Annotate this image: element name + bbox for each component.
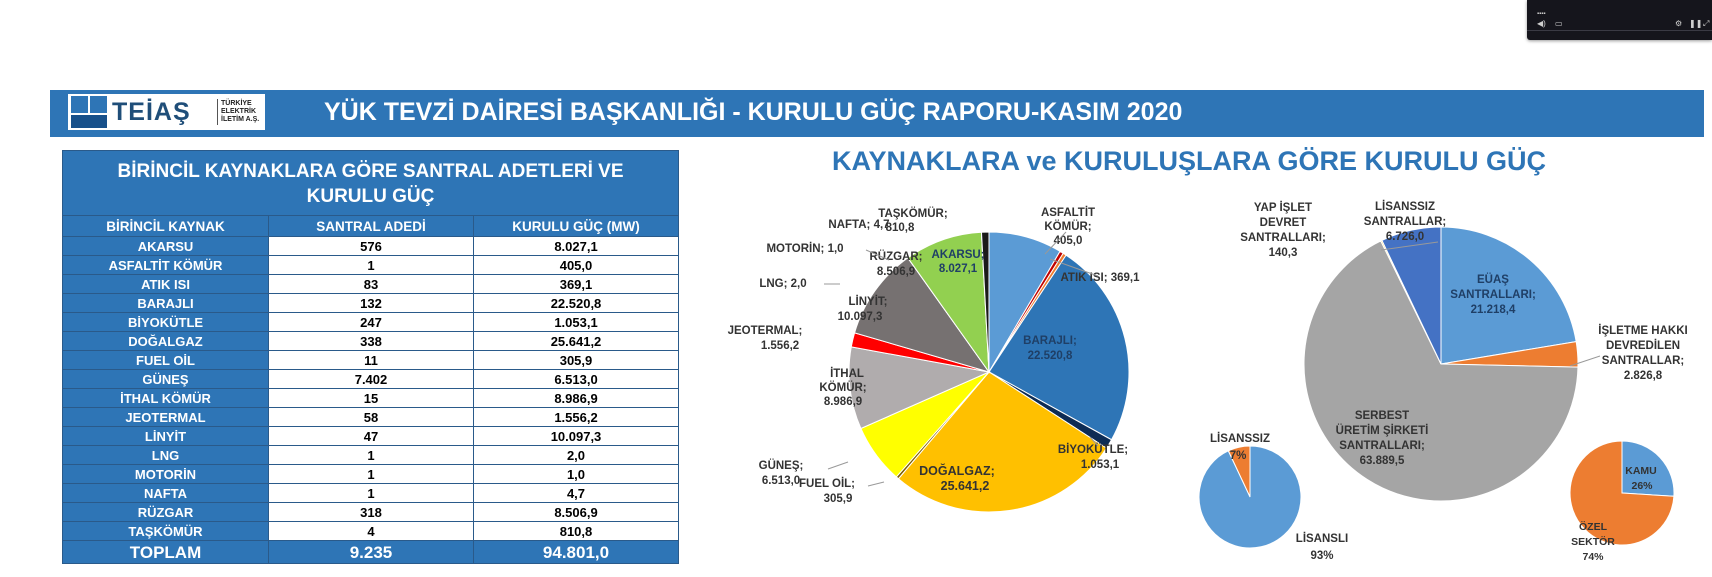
count-cell: 1 [269, 465, 474, 484]
count-cell: 83 [269, 275, 474, 294]
source-cell: LİNYİT [63, 427, 269, 446]
column-header: KURULU GÜÇ (MW) [474, 216, 679, 237]
data-label: MOTORİN; 1,0 [766, 243, 844, 255]
source-cell: ASFALTİT KÖMÜR [63, 256, 269, 275]
capacity-cell: 2,0 [474, 446, 679, 465]
source-cell: BİYOKÜTLE [63, 313, 269, 332]
data-label: GÜNEŞ; 6.513,0 [758, 460, 804, 487]
capacity-cell: 10.097,3 [474, 427, 679, 446]
data-label: 7% [1229, 450, 1247, 462]
video-time-icon: ▪▪▪▪ [1537, 11, 1546, 17]
data-label: LİNYİT; 10.097,3 [837, 296, 888, 323]
count-cell: 247 [269, 313, 474, 332]
column-header: SANTRAL ADEDİ [269, 216, 474, 237]
pie-chart-license [1199, 446, 1301, 548]
source-cell: FUEL OİL [63, 351, 269, 370]
pause-icon[interactable]: ❚❚ [1689, 19, 1703, 28]
volume-icon[interactable]: ◀) [1537, 19, 1546, 28]
source-cell: İTHAL KÖMÜR [63, 389, 269, 408]
data-label: EÜAŞ SANTRALLARI; 21.218,4 [1450, 274, 1536, 316]
total-label: TOPLAM [63, 541, 269, 564]
data-label: İTHAL KÖMÜR; 8.986,9 [819, 368, 867, 408]
settings-icon[interactable]: ⚙ [1675, 19, 1683, 28]
count-cell: 576 [269, 237, 474, 256]
captions-icon[interactable]: ▭ [1555, 19, 1563, 28]
capacity-cell: 25.641,2 [474, 332, 679, 351]
data-label: YAP İŞLET DEVRET SANTRALLARI; 140,3 [1240, 202, 1326, 259]
count-cell: 1 [269, 484, 474, 503]
capacity-cell: 1.556,2 [474, 408, 679, 427]
data-label: KAMU [1625, 465, 1657, 477]
total-capacity: 94.801,0 [474, 541, 679, 564]
logo-subtitle-line: TÜRKİYE [221, 100, 252, 107]
table-title: BİRİNCİL KAYNAKLARA GÖRE SANTRAL ADETLERİ VE KURULU GÜÇ [63, 151, 679, 216]
count-cell: 1 [269, 446, 474, 465]
data-label: RÜZGAR; 8.506,9 [869, 251, 923, 278]
capacity-cell: 810,8 [474, 522, 679, 541]
charts-title: KAYNAKLARA ve KURULUŞLARA GÖRE KURULU GÜÇ [832, 146, 1547, 176]
data-label: LİSANSSIZ SANTRALLAR; 6.726,0 [1363, 201, 1447, 243]
source-cell: LNG [63, 446, 269, 465]
data-label: 74% [1582, 551, 1604, 563]
capacity-cell: 22.520,8 [474, 294, 679, 313]
data-label: BİYOKÜTLE; 1.053,1 [1057, 444, 1129, 471]
count-cell: 58 [269, 408, 474, 427]
capacity-cell: 4,7 [474, 484, 679, 503]
data-label: 26% [1631, 480, 1653, 492]
report-title: YÜK TEVZİ DAİRESİ BAŞKANLIĞI - KURULU GÜÇ RAPORU-KASIM 2020 [324, 98, 1183, 126]
source-cell: TAŞKÖMÜR [63, 522, 269, 541]
capacity-cell: 8.027,1 [474, 237, 679, 256]
source-cell: MOTORİN [63, 465, 269, 484]
source-cell: ATIK ISI [63, 275, 269, 294]
count-cell: 11 [269, 351, 474, 370]
source-cell: NAFTA [63, 484, 269, 503]
source-cell: DOĞALGAZ [63, 332, 269, 351]
logo-subtitle-line: ELEKTRİK [221, 108, 256, 115]
capacity-cell: 369,1 [474, 275, 679, 294]
capacity-cell: 1,0 [474, 465, 679, 484]
count-cell: 4 [269, 522, 474, 541]
data-label: SEKTÖR [1571, 536, 1615, 548]
fullscreen-icon[interactable]: ⤢ [1703, 19, 1710, 28]
count-cell: 132 [269, 294, 474, 313]
data-label: ATIK ISI; 369,1 [1060, 272, 1140, 284]
source-cell: GÜNEŞ [63, 370, 269, 389]
data-label: ASFALTİT KÖMÜR; 405,0 [1040, 207, 1096, 247]
source-cell: JEOTERMAL [63, 408, 269, 427]
data-label: İŞLETME HAKKI DEVREDİLEN SANTRALLAR; 2.826,8 [1598, 325, 1688, 382]
data-label: ÖZEL [1579, 521, 1607, 533]
total-count: 9.235 [269, 541, 474, 564]
data-label: BARAJLI; 22.520,8 [1023, 335, 1077, 362]
count-cell: 47 [269, 427, 474, 446]
count-cell: 15 [269, 389, 474, 408]
source-cell: AKARSU [63, 237, 269, 256]
data-label: AKARSU; 8.027,1 [931, 249, 985, 275]
data-label: LNG; 2,0 [759, 278, 807, 290]
capacity-cell: 8.506,9 [474, 503, 679, 522]
data-label: 93% [1310, 550, 1334, 562]
source-cell: BARAJLI [63, 294, 269, 313]
count-cell: 318 [269, 503, 474, 522]
logo-text: TEİAŞ [112, 98, 191, 126]
count-cell: 7.402 [269, 370, 474, 389]
data-label: FUEL OİL; 305,9 [798, 478, 856, 505]
data-label: SERBEST ÜRETİM ŞİRKETİ SANTRALLARI; 63.889,5 [1335, 410, 1429, 467]
capacity-cell: 6.513,0 [474, 370, 679, 389]
data-label: DOĞALGAZ; 25.641,2 [919, 464, 995, 493]
pie-slice [1199, 446, 1301, 548]
count-cell: 338 [269, 332, 474, 351]
data-label: NAFTA; 4,7 [828, 219, 890, 231]
source-cell: RÜZGAR [63, 503, 269, 522]
capacity-cell: 1.053,1 [474, 313, 679, 332]
capacity-cell: 8.986,9 [474, 389, 679, 408]
data-label: LİSANSLI [1295, 533, 1349, 545]
pie-chart-organizations [1304, 227, 1578, 501]
data-label: JEOTERMAL; 1.556,2 [727, 325, 803, 352]
capacity-cell: 405,0 [474, 256, 679, 275]
count-cell: 1 [269, 256, 474, 275]
capacity-cell: 305,9 [474, 351, 679, 370]
column-header: BİRİNCİL KAYNAK [63, 216, 269, 237]
data-label: TAŞKÖMÜR; 810,8 [878, 208, 948, 234]
data-label: LİSANSSIZ [1209, 433, 1271, 445]
logo-subtitle-line: İLETİM A.Ş. [221, 116, 260, 123]
